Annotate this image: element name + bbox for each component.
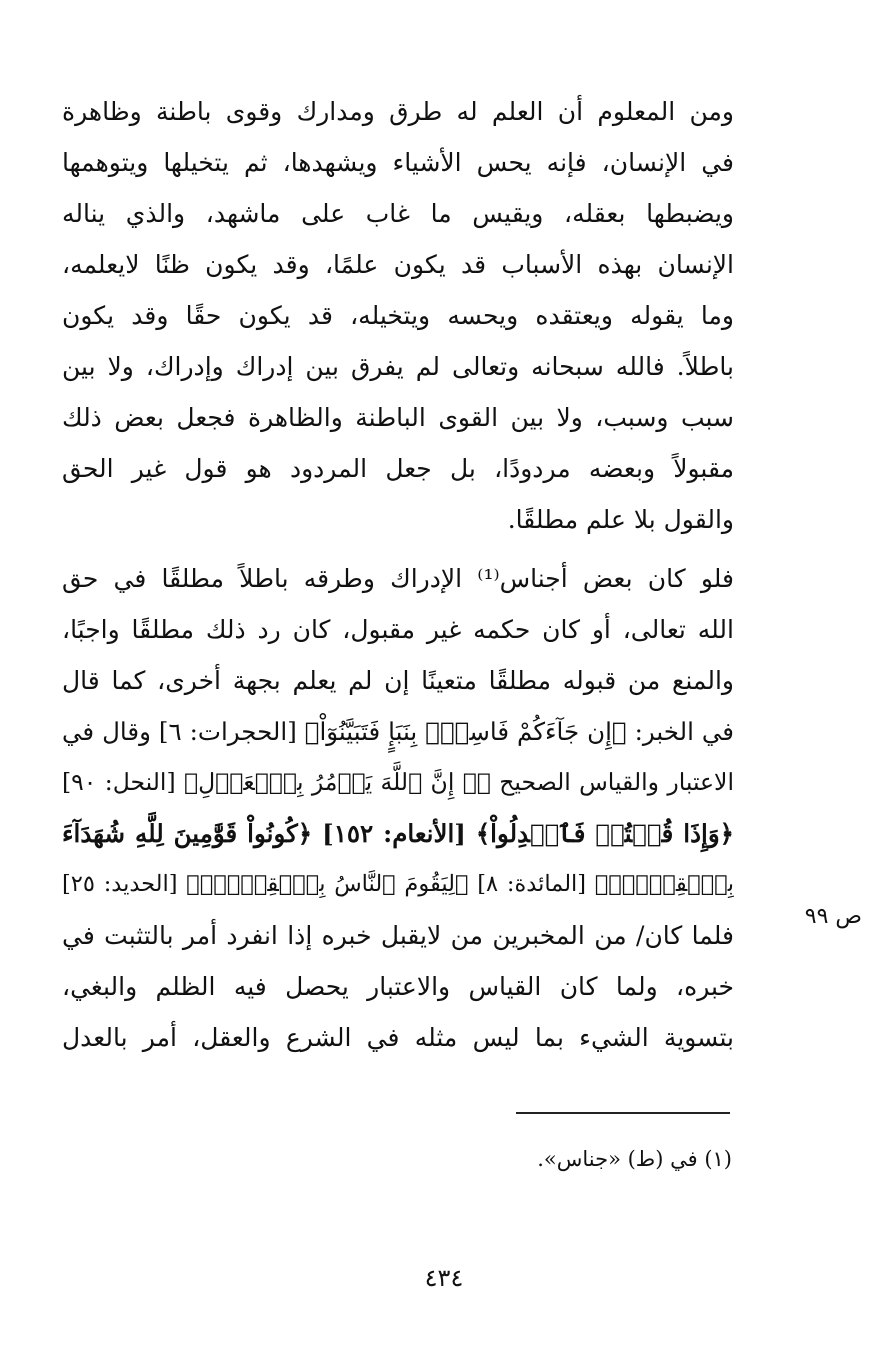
text-line-with-quran-verse: الاعتبار والقياس الصحيح ﴿۞ إِنَّ ٱللَّهَ يَأۡمُرُ بِٱلۡعَدۡلِ﴾ [النحل: ٩٠] (62, 768, 734, 796)
text-line: بتسوية الشيء بما ليس مثله في الشرع والعقل، أمر بالعدل (62, 1023, 734, 1052)
footnote-separator (516, 1112, 730, 1114)
text-line: ويضبطها بعقله، ويقيس ما غاب على ماشهد، والذي يناله (62, 199, 734, 228)
text-line: ومن المعلوم أن العلم له طرق ومدارك وقوى باطنة وظاهرة (62, 97, 734, 126)
text-line: الإنسان بهذه الأسباب قد يكون علمًا، وقد يكون ظنًا لايعلمه، (62, 250, 734, 279)
text-line: وما يقوله ويعتقده ويحسه ويتخيله، قد يكون حقًا وقد يكون (62, 301, 734, 330)
text-line: سبب وسبب، ولا بين القوى الباطنة والظاهرة فجعل بعض ذلك (62, 403, 734, 432)
text-line: في الإنسان، فإنه يحس الأشياء ويشهدها، ثم يتخيلها ويتوهمها (62, 148, 734, 177)
text-line-with-quran-verse: ﴿وَإِذَا قُلۡتُمۡ فَٱعۡدِلُواْ﴾ [الأنعام: ١٥٢] ﴿كُونُواْ قَوَّٰمِينَ لِلَّهِ شُهَدَآءَ (62, 819, 734, 848)
text-line: فلو كان بعض أجناس⁽¹⁾ الإدراك وطرقه باطلاً مطلقًا في حق (62, 564, 734, 593)
text-line: خبره، ولما كان القياس والاعتبار يحصل فيه الظلم والبغي، (62, 972, 734, 1001)
text-line: الله تعالى، أو كان حكمه غير مقبول، كان رد ذلك مطلقًا واجبًا، (62, 615, 734, 644)
page-number: ٤٣٤ (424, 1264, 464, 1292)
paragraph-2 (62, 553, 734, 1063)
text-line: والمنع من قبوله مطلقًا متعينًا إن لم يعلم بجهة أخرى، كما قال (62, 666, 734, 695)
margin-page-reference: ص ٩٩ (804, 904, 862, 929)
text-line: والقول بلا علم مطلقًا. (507, 505, 734, 534)
footnote: (١) في (ط) «جناس». (537, 1147, 732, 1171)
paragraph-1 (62, 86, 734, 545)
paragraph-gap (62, 545, 734, 553)
text-line-with-quran-verse: بِٱلۡقِسۡطِۖ﴾ [المائدة: ٨] ﴿لِيَقُومَ ٱلنَّاسُ بِٱلۡقِسۡطِۖ﴾ [الحديد: ٢٥] (62, 871, 734, 897)
text-line: مقبولاً وبعضه مردودًا، بل جعل المردود هو قول غير الحق (62, 454, 734, 483)
text-line: باطلاً. فالله سبحانه وتعالى لم يفرق بين إدراك وإدراك، ولا بين (62, 352, 734, 381)
main-text-body (62, 86, 734, 1063)
text-line-with-quran-verse: في الخبر: ﴿إِن جَآءَكُمْ فَاسِقُۢ بِنَبَإٍ فَتَبَيَّنُوٓاْ﴾ [الحجرات: ٦] وقال في (62, 717, 734, 746)
text-line: فلما كان/ من المخبرين من لايقبل خبره إذا انفرد أمر بالتثبت في (62, 921, 734, 950)
